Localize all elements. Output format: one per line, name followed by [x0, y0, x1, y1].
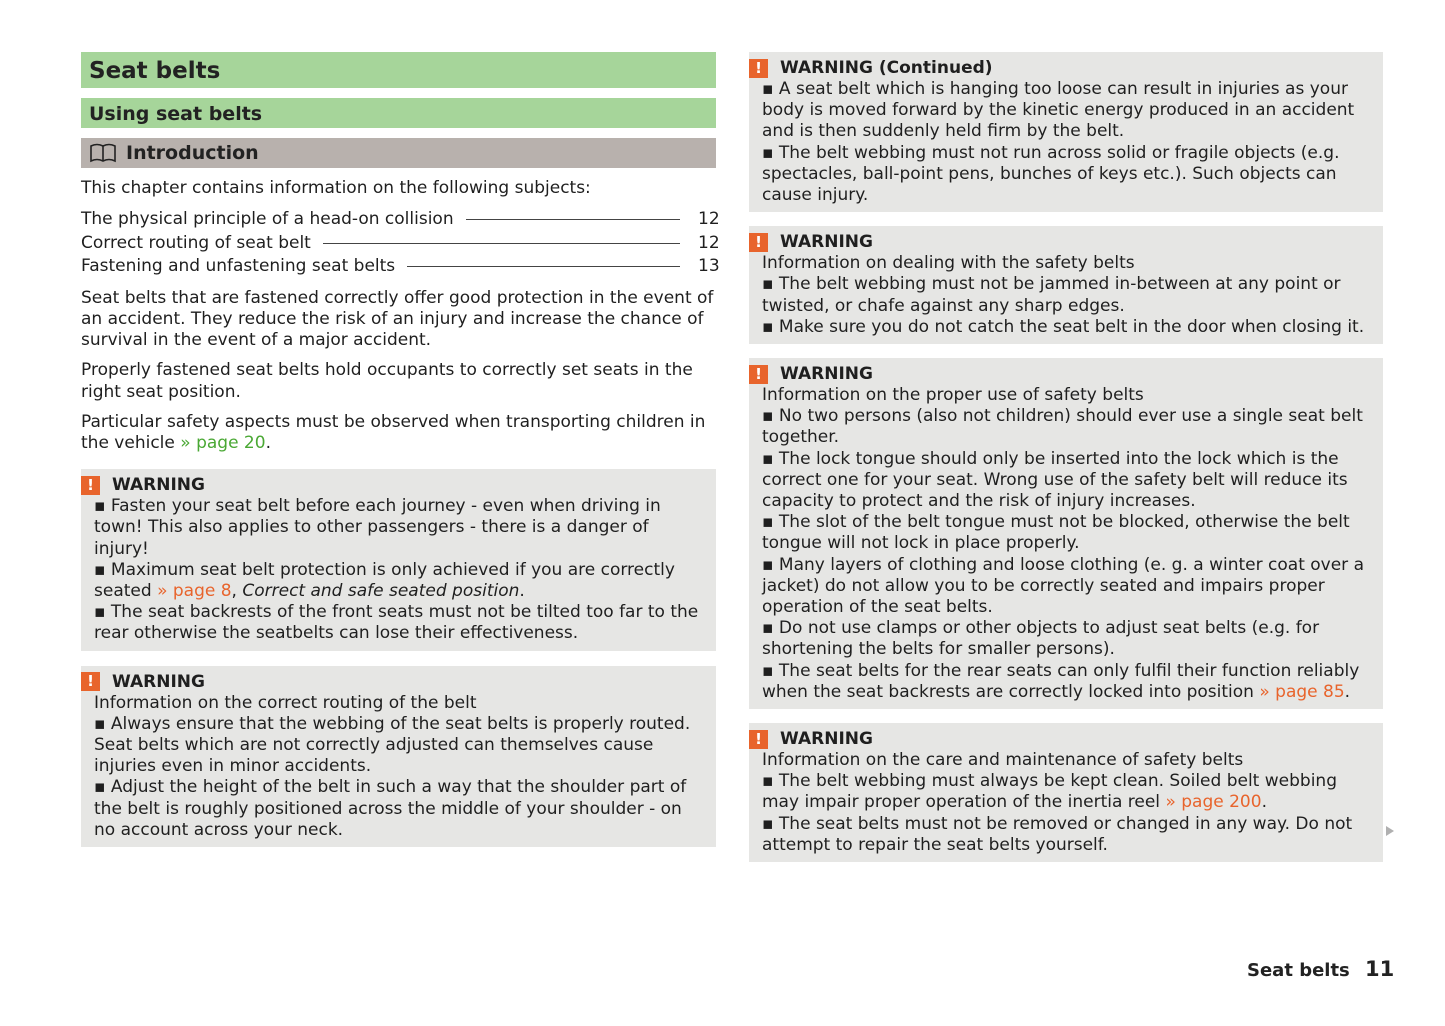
- toc-leader: [323, 243, 680, 244]
- warning-bullet: ▪ Always ensure that the webbing of the seat belts is properly routed. Seat belts which are not correctly adjusted can themselves cause injuries even in minor accidents.: [94, 713, 691, 777]
- warning-box: [749, 52, 1383, 212]
- toc-label: The physical principle of a head-on collision: [81, 209, 454, 230]
- toc-leader: [407, 266, 680, 267]
- warning-bullet: ▪ Make sure you do not catch the seat belt in the door when closing it.: [762, 316, 1365, 337]
- warning-box: [749, 358, 1383, 709]
- warning-subtitle: Information on the proper use of safety belts: [762, 385, 1144, 406]
- warning-title: WARNING: [780, 232, 873, 253]
- warning-bullet: ▪ Adjust the height of the belt in such a way that the shoulder part of the belt is roughly positioned across the middle of your shoulder - on no account across your neck.: [94, 777, 687, 840]
- warning-title: WARNING: [780, 729, 873, 750]
- paragraph: Properly fastened seat belts hold occupants to correctly set seats in the right seat position.: [81, 360, 693, 402]
- chapter-title: Seat belts: [81, 52, 716, 88]
- warning-title: WARNING: [112, 475, 205, 496]
- warning-icon: !: [81, 476, 100, 495]
- warning-bullet: ▪ Many layers of clothing and loose clothing (e. g. a winter coat over a jacket) do not allow you to be correctly seated and impairs proper operation of the seat belts.: [762, 554, 1364, 618]
- page-link[interactable]: » page 85: [1259, 681, 1345, 702]
- warning-bullet: ▪ The seat belts must not be removed or changed in any way. Do not attempt to repair the seat belts yourself.: [762, 813, 1353, 855]
- warning-icon: !: [749, 59, 768, 78]
- page-link[interactable]: » page 8: [157, 580, 232, 601]
- toc-page: 13: [698, 256, 720, 277]
- warning-box: [81, 666, 716, 847]
- warning-subtitle: Information on the correct routing of the belt: [94, 692, 477, 713]
- warning-bullet: ▪ The seat belts for the rear seats can only fulfil their function reliably when the seat backrests are correctly locked into position » page 85.: [762, 660, 1360, 702]
- footer-chapter-title: Seat belts: [1247, 960, 1350, 981]
- paragraph: Particular safety aspects must be observed when transporting children in the vehicle » page 20.: [81, 411, 706, 453]
- toc-item[interactable]: [81, 255, 720, 279]
- warning-bullet: ▪ The belt webbing must always be kept clean. Soiled belt webbing may impair proper operation of the inertia reel » page 200.: [762, 771, 1337, 813]
- toc-leader: [466, 219, 680, 220]
- warning-icon: !: [749, 730, 768, 749]
- page-link[interactable]: » page 200: [1165, 792, 1262, 813]
- warning-bullet: ▪ No two persons (also not children) should ever use a single seat belt together.: [762, 406, 1363, 448]
- warning-box: [81, 469, 716, 650]
- subsection-header: [81, 138, 716, 168]
- toc-page: 12: [698, 232, 720, 253]
- warning-bullet: ▪ A seat belt which is hanging too loose can result in injuries as your body is moved forward by the kinetic energy produced in an accident and is then suddenly held firm by the belt.: [762, 79, 1355, 142]
- warning-bullet: ▪ Maximum seat belt protection is only achieved if you are correctly seated » page 8, Correct and safe seated position.: [94, 559, 675, 601]
- warning-bullet: ▪ Fasten your seat belt before each journey - even when driving in town! This also applies to other passengers - there is a danger of injury!: [94, 496, 661, 559]
- toc-label: Correct routing of seat belt: [81, 232, 311, 253]
- next-page-arrow-icon[interactable]: [1386, 826, 1394, 836]
- warning-icon: !: [81, 672, 100, 691]
- warning-box: [749, 226, 1383, 344]
- paragraph: Seat belts that are fastened correctly offer good protection in the event of an accident. They reduce the risk of an injury and increase the chance of survival in the event of a major accident.: [81, 287, 714, 351]
- right-column: [749, 52, 1383, 862]
- warning-icon: !: [749, 233, 768, 252]
- page-number: 11: [1365, 957, 1395, 981]
- intro-text: This chapter contains information on the following subjects:: [81, 178, 591, 198]
- warning-bullet: ▪ Do not use clamps or other objects to adjust seat belts (e.g. for shortening the belts for smaller persons).: [762, 618, 1320, 660]
- warning-title: WARNING: [780, 364, 873, 385]
- toc-page: 12: [698, 209, 720, 230]
- warning-bullet: ▪ The belt webbing must not be jammed in-between at any point or twisted, or chafe against any sharp edges.: [762, 274, 1341, 316]
- section-title: Using seat belts: [81, 98, 716, 128]
- page-link[interactable]: » page 20: [180, 432, 266, 453]
- table-of-contents: [81, 208, 720, 279]
- toc-item[interactable]: [81, 208, 720, 232]
- warning-bullet: ▪ The lock tongue should only be inserted into the lock which is the correct one for your seat. Wrong use of the safety belt will reduce its capacity to protect and the risk of injury increases.: [762, 448, 1348, 512]
- warning-bullet: ▪ The belt webbing must not run across solid or fragile objects (e.g. spectacles, ball-point pens, bunches of keys etc.). Such objects can cause injury.: [762, 142, 1340, 206]
- warning-subtitle: Information on dealing with the safety belts: [762, 253, 1135, 274]
- warning-subtitle: Information on the care and maintenance of safety belts: [762, 750, 1244, 771]
- warning-bullet: ▪ The seat backrests of the front seats must not be tilted too far to the rear otherwise the seatbelts can lose their effectiveness.: [94, 602, 699, 644]
- toc-item[interactable]: [81, 232, 720, 256]
- warning-icon: !: [749, 365, 768, 384]
- book-icon: [89, 142, 117, 164]
- toc-label: Fastening and unfastening seat belts: [81, 256, 396, 277]
- left-column: [81, 52, 720, 847]
- warning-box: [749, 723, 1383, 862]
- warning-title: WARNING: [112, 671, 205, 692]
- warning-bullet: ▪ The slot of the belt tongue must not be blocked, otherwise the belt tongue will not lock in place properly.: [762, 512, 1350, 554]
- subsection-title: Introduction: [126, 142, 259, 164]
- warning-title: WARNING (Continued): [780, 58, 993, 78]
